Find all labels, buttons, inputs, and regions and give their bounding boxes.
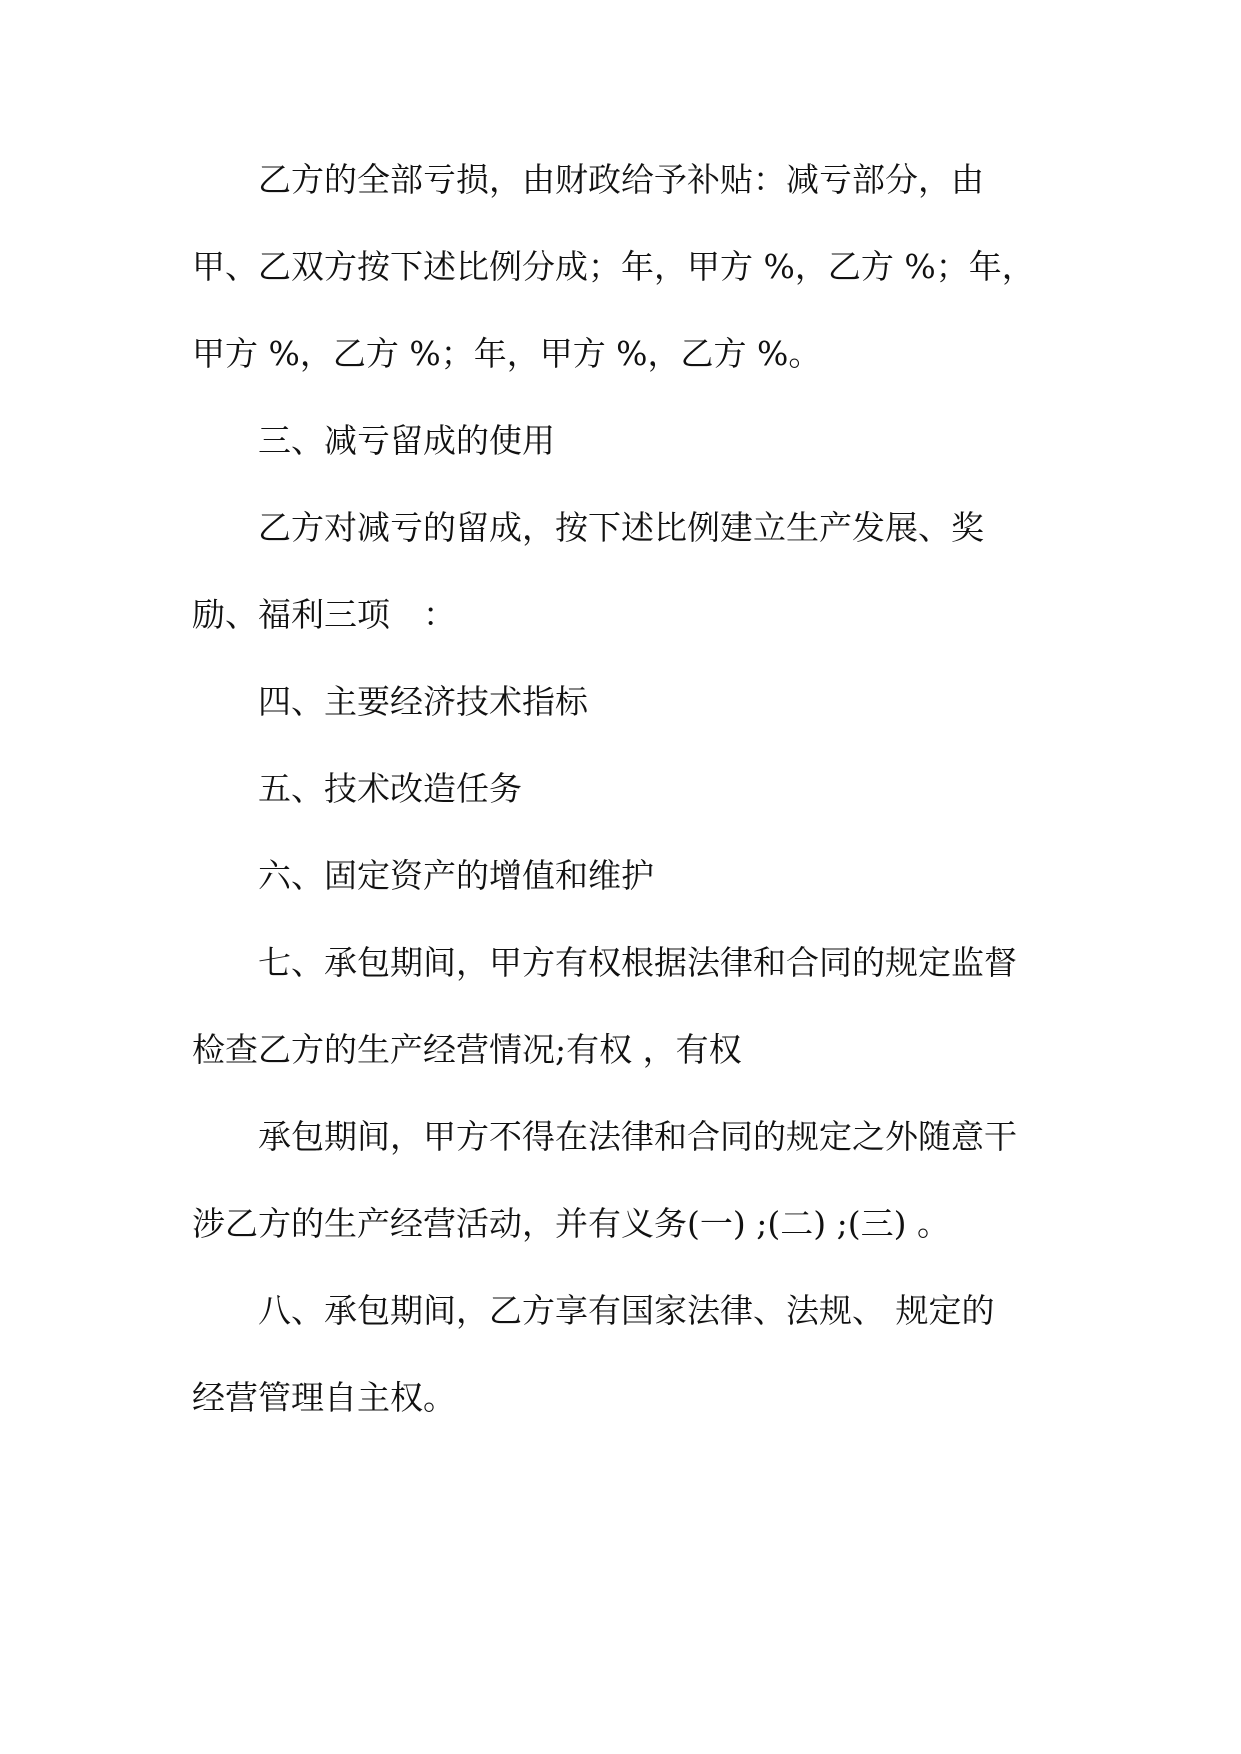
text-line: 励、福利三项 ：	[192, 595, 456, 634]
section-heading: 四、主要经济技术指标	[258, 682, 588, 721]
text-line: 乙方的全部亏损，由财政给予补贴：减亏部分，由	[258, 160, 984, 199]
text-line: 八、承包期间，乙方享有国家法律、法规、 规定的	[258, 1291, 995, 1330]
text-line: 承包期间，甲方不得在法律和合同的规定之外随意干	[258, 1117, 1017, 1156]
text-line: 涉乙方的生产经营活动，并有义务(一) ;(二) ;(三) 。	[192, 1204, 950, 1243]
text-line: 检查乙方的生产经营情况;有权 ，有权	[192, 1030, 742, 1069]
text-line: 甲、乙双方按下述比例分成；年，甲方 %，乙方 %；年，	[192, 247, 1035, 286]
text-line: 七、承包期间，甲方有权根据法律和合同的规定监督	[258, 943, 1017, 982]
text-line: 经营管理自主权。	[192, 1378, 456, 1417]
section-heading: 六、固定资产的增值和维护	[258, 856, 654, 895]
text-line: 乙方对减亏的留成，按下述比例建立生产发展、奖	[258, 508, 984, 547]
section-heading: 三、减亏留成的使用	[258, 421, 555, 460]
section-heading: 五、技术改造任务	[258, 769, 522, 808]
text-line: 甲方 %，乙方 %；年，甲方 %，乙方 %。	[192, 334, 822, 373]
